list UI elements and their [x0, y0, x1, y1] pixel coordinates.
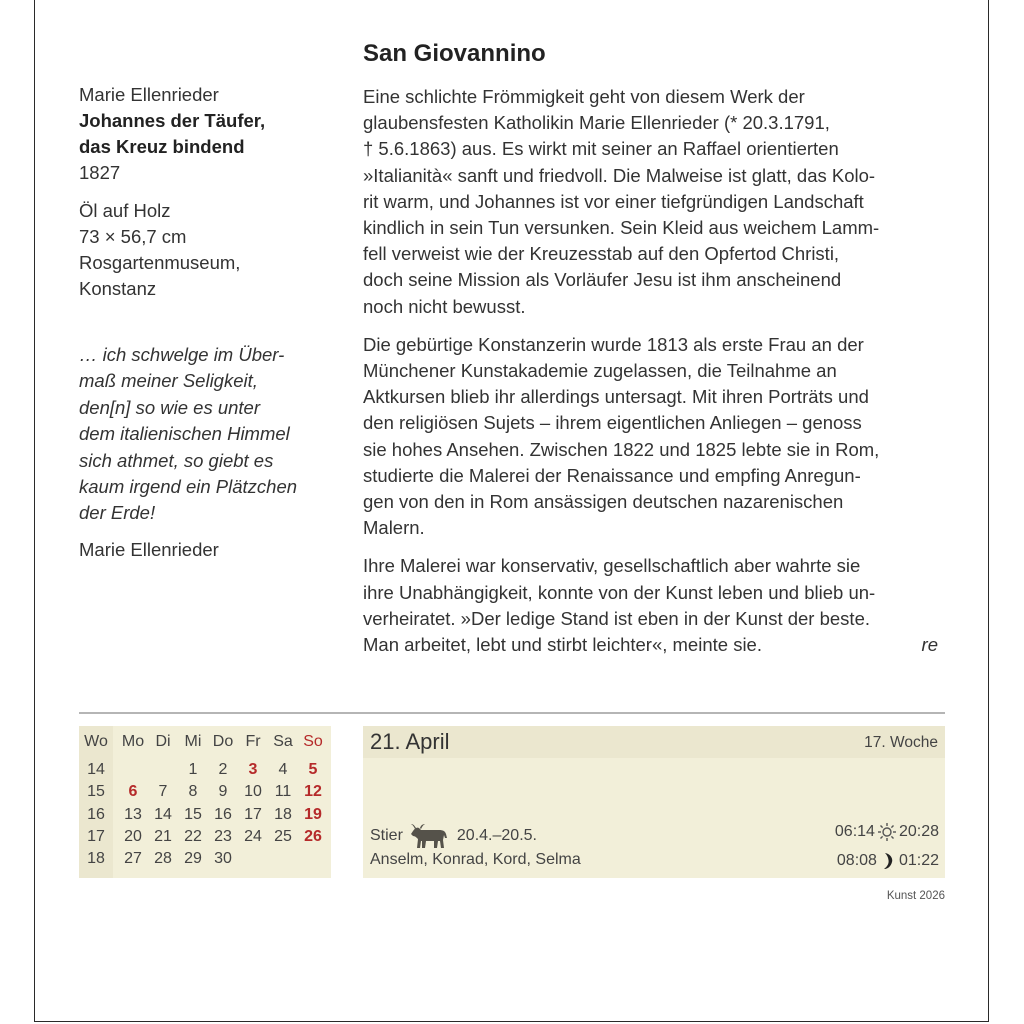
- moonset-time: 01:22: [898, 852, 939, 869]
- month-calendar: [79, 726, 331, 878]
- article-line: ihre Unabhängigkeit, konnte von der Kunst leben und blieb un-: [363, 581, 876, 603]
- calendar-day: 23: [214, 827, 232, 845]
- museum-line2: Konstanz: [79, 278, 157, 299]
- author-initials: re: [921, 634, 938, 656]
- calendar-header: Mo: [121, 733, 145, 750]
- calendar-day: 22: [184, 827, 202, 845]
- artwork-caption: [79, 82, 339, 563]
- calendar-header: So: [303, 733, 323, 750]
- quote-author: Marie Ellenrieder: [79, 538, 219, 560]
- day-panel: [363, 726, 945, 878]
- quote-line: der Erde!: [79, 502, 156, 524]
- calendar-day: 2: [218, 761, 228, 778]
- calendar-day: 17: [244, 805, 262, 823]
- day-date: 21. April: [370, 729, 450, 754]
- article-line: Man arbeitet, lebt und stirbt leichter«, meinte sie. re: [363, 632, 948, 658]
- article-line: Eine schlichte Frömmigkeit geht von diesem Werk der: [363, 86, 805, 107]
- calendar-week-number: 18: [87, 850, 105, 868]
- calendar-day: 8: [188, 783, 198, 801]
- quote-line: dem italienischen Himmel: [79, 423, 290, 445]
- sun-times: [835, 822, 939, 842]
- article-line: »Italianità« sanft und friedvoll. Die Malweise ist glatt, das Kolo-: [363, 164, 876, 186]
- calendar-day: 11: [274, 783, 292, 801]
- article-paragraph-3: [363, 553, 948, 658]
- calendar-day: 9: [218, 783, 228, 801]
- sunset-time: 20:28: [898, 823, 939, 840]
- footer-label: Kunst 2026: [886, 890, 945, 902]
- moonrise-time: 08:08: [836, 852, 877, 869]
- article-line: glaubensfesten Katholikin Marie Ellenrieder (* 20.3.1791,: [363, 112, 830, 134]
- calendar-week-number: 16: [87, 805, 105, 823]
- calendar-day: 28: [154, 850, 172, 868]
- calendar-day: 30: [214, 850, 232, 868]
- article-paragraph-2: [363, 332, 948, 542]
- calendar-day: 18: [274, 805, 292, 823]
- calendar-day: 25: [274, 827, 292, 845]
- article-line: Aktkursen blieb ihr allerdings untersagt. Mit ihren Porträts und: [363, 386, 869, 408]
- article-line: fell verweist wie der Kreuzesstab auf den Opfertod Christi,: [363, 243, 840, 265]
- calendar-week-number: 17: [87, 827, 105, 845]
- calendar-day: 13: [124, 805, 142, 823]
- calendar-header: Wo: [84, 733, 108, 750]
- article-line: gen von den in Rom ansässigen deutschen nazarenischen: [363, 491, 844, 513]
- article-line: den religiösen Sujets – ihrem eigentlichen Anliegen – genoss: [363, 412, 862, 434]
- quote-line: den[n] so wie es unter: [79, 396, 260, 418]
- article-line: kindlich in sein Tun versunken. Sein Kleid aus weichem Lamm-: [363, 217, 880, 239]
- section-divider: [79, 712, 945, 714]
- calendar-day: 29: [184, 850, 202, 868]
- calendar-day: 4: [278, 761, 288, 778]
- quote-line: sich athmet, so giebt es: [79, 449, 274, 471]
- artwork-dimensions: 73 × 56,7 cm: [79, 226, 187, 247]
- zodiac-sign: Stier: [370, 827, 403, 844]
- calendar-day: 19: [304, 805, 322, 823]
- week-label: 17. Woche: [864, 734, 938, 751]
- calendar-day: 15: [184, 805, 202, 823]
- article-line: sie hohes Ansehen. Zwischen 1822 und 1825 lebte sie in Rom,: [363, 438, 880, 460]
- article-line: Malern.: [363, 517, 425, 539]
- calendar-day: 20: [124, 827, 142, 845]
- calendar-header: Mi: [184, 733, 202, 750]
- calendar-day: 10: [244, 783, 262, 801]
- article-line: † 5.6.1863) aus. Es wirkt mit seiner an Raffael orientierten: [363, 138, 839, 160]
- quote: [79, 342, 339, 527]
- calendar-day: 3: [248, 761, 258, 778]
- article-line: verheiratet. »Der ledige Stand ist eben in der Kunst der beste.: [363, 607, 870, 629]
- artwork-year: 1827: [79, 162, 121, 183]
- day-header: [363, 726, 945, 758]
- calendar-header: Do: [212, 733, 234, 750]
- quote-line: maß meiner Seligkeit,: [79, 370, 258, 392]
- bull-icon: [409, 822, 451, 850]
- calendar-day: 5: [308, 761, 318, 778]
- zodiac-range: 20.4.–20.5.: [456, 827, 537, 844]
- calendar-day: 12: [304, 783, 322, 801]
- moon-times: [837, 851, 939, 871]
- calendar-day: 27: [124, 850, 142, 868]
- article-line: Die gebürtige Konstanzerin wurde 1813 als erste Frau an der: [363, 333, 864, 355]
- calendar-day: 7: [158, 783, 168, 801]
- calendar-header: Sa: [273, 733, 293, 750]
- article-heading: San Giovannino: [363, 40, 546, 67]
- article-line: noch nicht bewusst.: [363, 295, 526, 317]
- quote-line: kaum irgend ein Plätzchen: [79, 476, 298, 498]
- calendar-day: 1: [188, 761, 198, 778]
- artist-name: Marie Ellenrieder: [79, 84, 219, 105]
- article-line: Münchener Kunstakademie zugelassen, die Teilnahme an: [363, 360, 837, 382]
- calendar-day: 24: [244, 827, 262, 845]
- artwork-title-line2: das Kreuz bindend: [79, 136, 245, 157]
- calendar-week-number: 15: [87, 783, 105, 801]
- calendar-header: Di: [155, 733, 171, 750]
- moon-icon: [879, 851, 897, 871]
- calendar-day: 6: [128, 783, 138, 801]
- zodiac-row: [370, 822, 537, 850]
- name-days: Anselm, Konrad, Kord, Selma: [370, 851, 581, 868]
- artwork-title-line1: Johannes der Täufer,: [79, 110, 266, 131]
- calendar-day: 14: [154, 805, 172, 823]
- sun-icon: [877, 822, 897, 842]
- calendar-day: 16: [214, 805, 232, 823]
- article-line: studierte die Malerei der Renaissance und empfing Anregun-: [363, 464, 861, 486]
- calendar-day: 26: [304, 827, 322, 845]
- calendar-day: 21: [154, 827, 172, 845]
- article-line: rit warm, und Johannes ist vor einer tiefgründigen Landschaft: [363, 190, 864, 212]
- sunrise-time: 06:14: [834, 823, 875, 840]
- museum-line1: Rosgartenmuseum,: [79, 252, 241, 273]
- calendar-week-number: 14: [87, 761, 105, 778]
- calendar-header: Fr: [245, 733, 261, 750]
- artwork-medium: Öl auf Holz: [79, 200, 171, 221]
- article-paragraph-1: [363, 84, 948, 320]
- article-line: Ihre Malerei war konservativ, gesellschaftlich aber wahrte sie: [363, 555, 861, 577]
- quote-line: … ich schwelge im Über-: [79, 344, 285, 365]
- article: [363, 38, 948, 670]
- article-line: doch seine Mission als Vorläufer Jesu ist ihm anscheinend: [363, 269, 842, 291]
